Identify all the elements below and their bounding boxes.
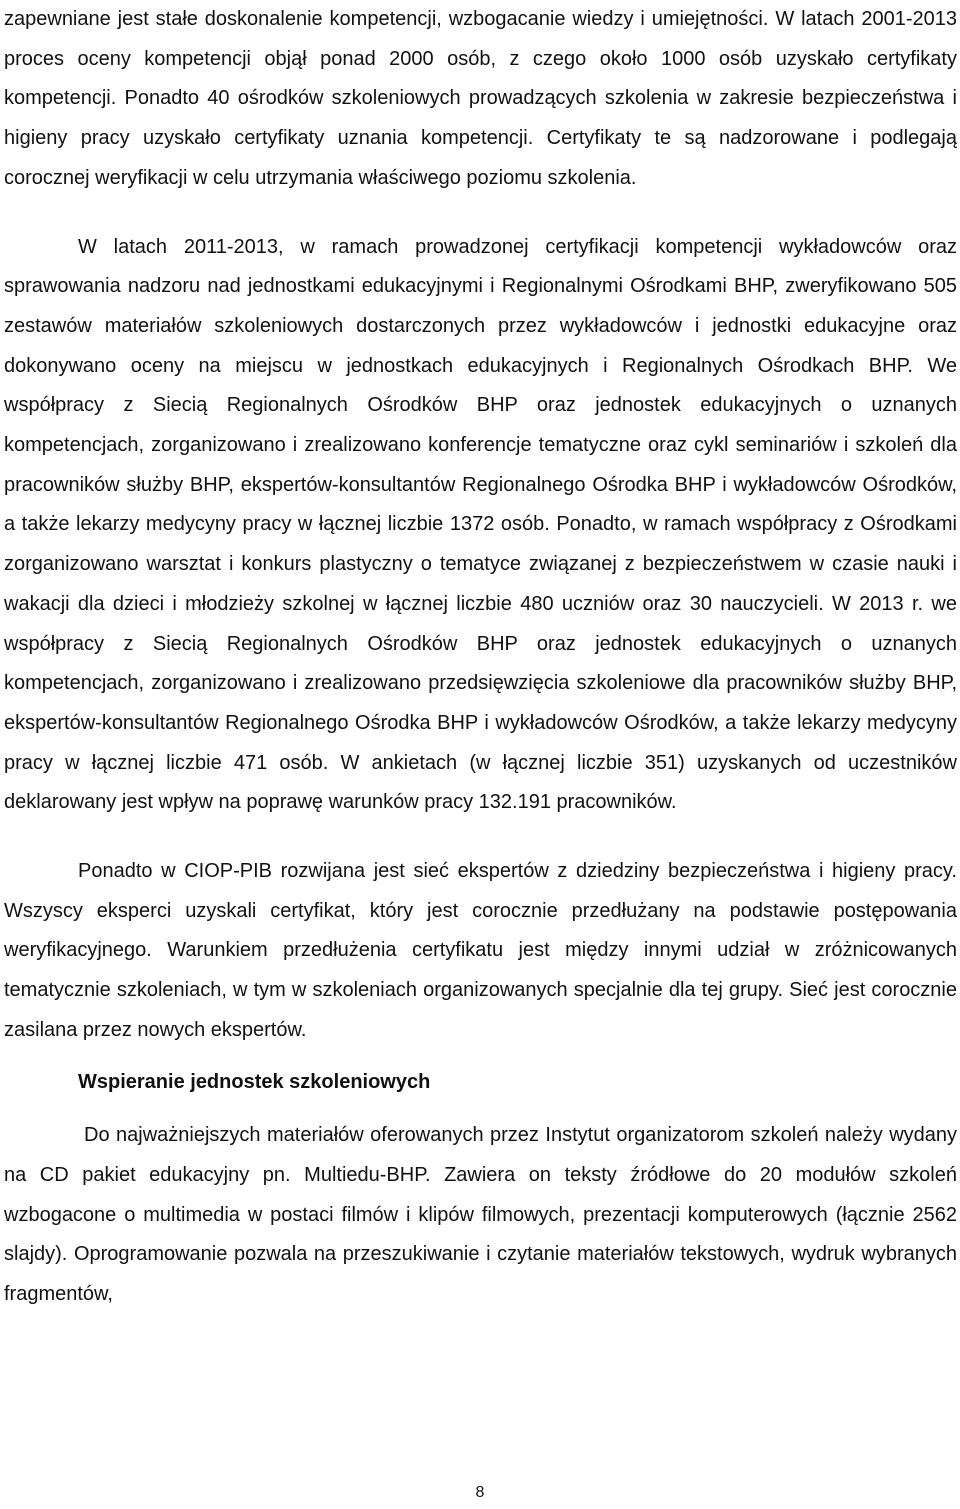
paragraph-gap (4, 823, 957, 852)
paragraph-training-materials: Do najważniejszych materiałów oferowanych przez Instytut organizatorom szkoleń należy wydany na CD pakiet edukacyjny pn. Multiedu-BHP. Zawiera on teksty źródłowe do 20 modułów szkoleń wzbogacone o multimedia w postaci filmów i klipów filmowych, prezentacji komputerowych (łącznie 2562 slajdy). Oprogramowanie pozwala na przeszukiwanie i czytanie materiałów tekstowych, wydruk wybranych fragmentów, (4, 1124, 957, 1306)
paragraph-gap (4, 199, 957, 228)
page-number: 8 (475, 1484, 485, 1501)
paragraph-expert-network: Ponadto w CIOP-PIB rozwijana jest sieć ekspertów z dziedziny bezpieczeństwa i higieny pracy. Wszyscy eksperci uzyskali certyfikat, który jest corocznie przedłużany na podstawie postępowania weryfikacyjnego. Warunkiem przedłużenia certyfikatu jest między innymi udział w zróżnicowanych tematycznie szkoleniach, w tym w szkoleniach organizowanych specjalnie dla tej grupy. Sieć jest corocznie zasilana przez nowych ekspertów. (4, 860, 957, 1041)
heading-gap (4, 1102, 957, 1116)
section-heading: Wspieranie jednostek szkoleniowych (78, 1070, 431, 1093)
document-page (4, 0, 957, 1315)
section-heading-wrap (4, 1063, 957, 1103)
paragraph-certification-continuation: zapewniane jest stałe doskonalenie kompetencji, wzbogacanie wiedzy i umiejętności. W latach 2001-2013 proces oceny kompetencji objął ponad 2000 osób, z czego około 1000 osób uzyskało certyfikaty kompetencji. Ponadto 40 ośrodków szkoleniowych prowadzących szkolenia w zakresie bezpieczeństwa i higieny pracy uzyskało certyfikaty uznania kompetencji. Certyfikaty te są nadzorowane i podlegają corocznej weryfikacji w celu utrzymania właściwego poziomu szkolenia. (4, 8, 957, 189)
paragraph-lecturer-certification: W latach 2011-2013, w ramach prowadzonej certyfikacji kompetencji wykładowców oraz sprawowania nadzoru nad jednostkami edukacyjnymi i Regionalnymi Ośrodkami BHP, zweryfikowano 505 zestawów materiałów szkoleniowych dostarczonych przez wykładowców i jednostki edukacyjne oraz dokonywano oceny na miejscu w jednostkach edukacyjnych i Regionalnych Ośrodkach BHP. We współpracy z Siecią Regionalnych Ośrodków BHP oraz jednostek edukacyjnych o uznanych kompetencjach, zorganizowano i zrealizowano konferencje tematyczne oraz cykl seminariów i szkoleń dla pracowników służby BHP, ekspertów-konsultantów Regionalnego Ośrodka BHP i wykładowców Ośrodków, a także lekarzy medycyny pracy w łącznej liczbie 1372 osób. Ponadto, w ramach współpracy z Ośrodkami zorganizowano warsztat i konkurs plastyczny o tematyce związanej z bezpieczeństwem w czasie nauki i wakacji dla dzieci i młodzieży szkolnej w łącznej liczbie 480 uczniów oraz 30 nauczycieli. W 2013 r. we współpracy z Siecią Regionalnych Ośrodków BHP oraz jednostek edukacyjnych o uznanych kompetencjach, zorganizowano i zrealizowano przedsięwzięcia szkoleniowe dla pracowników służby BHP, ekspertów-konsultantów Regionalnego Ośrodka BHP i wykładowców Ośrodków, a także lekarzy medycyny pracy w łącznej liczbie 471 osób. W ankietach (w łącznej liczbie 351) uzyskanych od uczestników deklarowany jest wpływ na poprawę warunków pracy 132.191 pracowników. (4, 235, 957, 814)
